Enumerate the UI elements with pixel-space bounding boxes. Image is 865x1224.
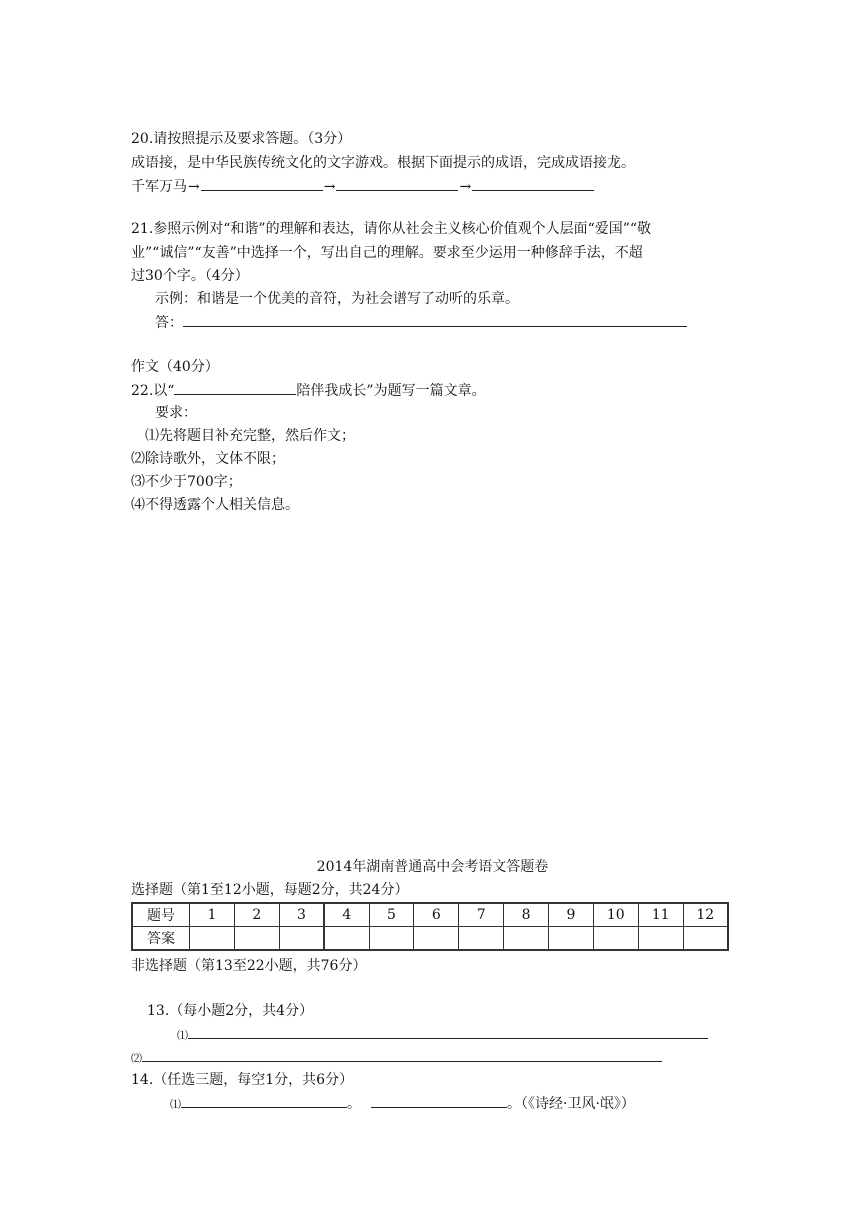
q13-part-2	[131, 1048, 662, 1068]
q14-blank-2[interactable]	[371, 1094, 507, 1108]
q20-blank-1[interactable]	[201, 177, 323, 191]
q13-heading: 13.（每小题2分，共4分）	[147, 1003, 314, 1019]
q13-blank-2[interactable]	[142, 1048, 662, 1062]
q13-part-1-label: ⑴	[177, 1029, 188, 1042]
question-number: 1	[190, 903, 235, 927]
question-number: 8	[504, 903, 549, 927]
q20-blank-2[interactable]	[336, 177, 458, 191]
answer-cell[interactable]	[459, 927, 504, 951]
q21-answer-label: 答：	[155, 315, 183, 331]
answer-cell[interactable]	[683, 927, 728, 951]
q13-part-2-label: ⑵	[131, 1052, 142, 1065]
q22-prompt	[131, 381, 486, 400]
essay-heading: 作文（40分）	[131, 359, 219, 375]
arrow-icon: →	[323, 179, 336, 195]
question-number: 3	[279, 903, 324, 927]
answer-cell[interactable]	[638, 927, 683, 951]
q14-punct: 。	[347, 1096, 361, 1112]
q22-suffix: 陪伴我成长”为题写一篇文章。	[296, 383, 486, 399]
q21-line-1: 21.参照示例对“和谐”的理解和表达，请你从社会主义核心价值观个人层面“爱国”“敬	[131, 221, 652, 237]
arrow-icon: →	[188, 179, 200, 195]
essay-requirement-2: ⑵除诗歌外，文体不限；	[131, 451, 285, 467]
answer-cell[interactable]	[414, 927, 459, 951]
arrow-icon: →	[459, 179, 472, 195]
q20-title: 20.请按照提示及要求答题。（3分）	[131, 131, 352, 147]
essay-requirement-1: ⑴先将题目补充完整，然后作文；	[145, 428, 355, 444]
q20-description: 成语接，是中华民族传统文化的文字游戏。根据下面提示的成语，完成成语接龙。	[131, 155, 635, 171]
q14-part-1	[170, 1094, 635, 1114]
q21-answer-blank[interactable]	[183, 313, 687, 327]
essay-requirements-label: 要求：	[155, 405, 197, 421]
q21-line-2: 业”“诚信”“友善”中选择一个，写出自己的理解。要求至少运用一种修辞手法，不超	[131, 245, 643, 261]
q21-answer-row	[155, 313, 687, 332]
q22-prefix: 22.以“	[131, 383, 175, 399]
q21-line-3: 过30个字。（4分）	[131, 268, 249, 284]
answer-cell[interactable]	[504, 927, 549, 951]
answer-cell[interactable]	[234, 927, 279, 951]
non-mc-heading: 非选择题（第13至22小题，共76分）	[131, 958, 367, 974]
answer-cell[interactable]	[279, 927, 324, 951]
q20-idiom-chain	[131, 177, 594, 196]
q14-heading: 14.（任选三题，每空1分，共6分）	[131, 1072, 354, 1088]
answer-table-header-row	[132, 903, 728, 927]
question-number: 10	[593, 903, 638, 927]
question-number: 6	[414, 903, 459, 927]
q21-example: 示例：和谐是一个优美的音符，为社会谱写了动听的乐章。	[155, 291, 519, 307]
answer-cell[interactable]	[369, 927, 414, 951]
q20-start-idiom: 千军万马	[131, 179, 187, 195]
question-number: 5	[369, 903, 414, 927]
q13-part-1	[177, 1025, 708, 1045]
table-header-label: 题号	[132, 903, 190, 927]
q22-title-blank[interactable]	[174, 381, 296, 395]
answer-cell[interactable]	[190, 927, 235, 951]
question-number: 12	[683, 903, 728, 927]
question-number: 9	[549, 903, 594, 927]
answer-table	[131, 902, 729, 951]
essay-requirement-4: ⑷不得透露个人相关信息。	[131, 497, 299, 513]
question-number: 7	[459, 903, 504, 927]
q14-blank-1[interactable]	[181, 1094, 347, 1108]
essay-requirement-3: ⑶不少于700字；	[131, 474, 242, 490]
question-number: 2	[234, 903, 279, 927]
q14-source: 。（《诗经·卫风·氓》）	[507, 1096, 635, 1112]
answer-cell[interactable]	[324, 927, 369, 951]
q13-blank-1[interactable]	[188, 1025, 708, 1039]
question-number: 11	[638, 903, 683, 927]
question-number: 4	[324, 903, 369, 927]
q14-part-1-label: ⑴	[170, 1098, 181, 1111]
table-answer-label: 答案	[132, 927, 190, 951]
answer-cell[interactable]	[593, 927, 638, 951]
mc-heading: 选择题（第1至12小题，每题2分，共24分）	[131, 882, 409, 898]
answer-table-answer-row	[132, 927, 728, 951]
q20-blank-3[interactable]	[472, 177, 594, 191]
answer-cell[interactable]	[549, 927, 594, 951]
answer-sheet-title: 2014年湖南普通高中会考语文答题卷	[316, 859, 549, 875]
